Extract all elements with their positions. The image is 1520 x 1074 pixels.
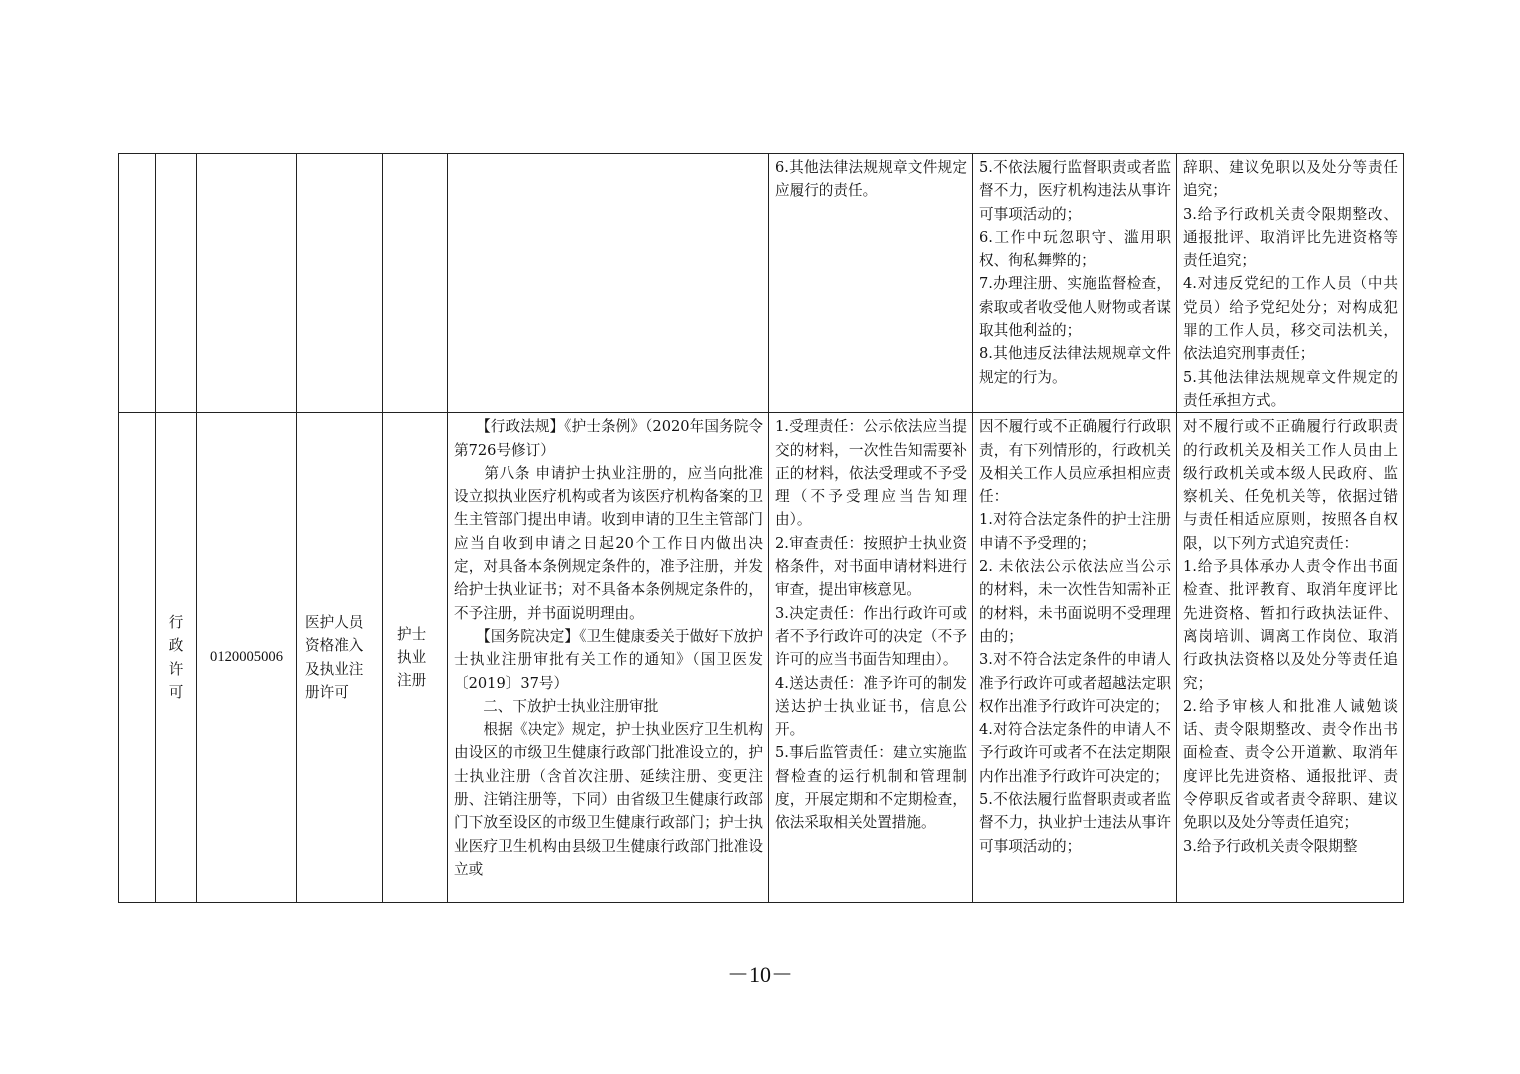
code-cell [197,413,297,903]
sub-item-cell [383,154,448,413]
duties-cell [769,413,973,903]
accountability-text: 5.不依法履行监督职责或者监督不力，医疗机构违法从事许可事项活动的； 6.工作中玩忽职守、滥用职权、徇私舞弊的； 7.办理注册、实施监督检查，索取或者收受他人财物或者谋取其他利益的； 8.其他违反法律法规规章文件规定的行为。 [979,159,1171,386]
penalty-text: 辞职、建议免职以及处分等责任追究； 3.给予行政机关责令限期整改、通报批评、取消评比先进资格等责任追究； 4.对违反党纪的工作人员（中共党员）给予党纪处分；对构成犯罪的工作人员，移交司法机关，依法追究刑事责任； 5.其他法律法规规章文件规定的责任承担方式。 [1183,159,1398,409]
item-name-cell [297,154,383,413]
catalog-code: 0120005006 [210,649,283,666]
basis-text: 【行政法规】《护士条例》（2020年国务院令第726号修订） 第八条 申请护士执业注册的，应当向批准设立拟执业医疗机构或者为该医疗机构备案的卫生主管部门提出申请。收到申请的卫生主管部门应当自收到申请之日起20个工作日内做出决定，对具备本条例规定条件的，准予注册，并发给护士执业证书；对不具备本条例规定条件的，不予注册，并书面说明理由。 【国务院决定】《卫生健康委关于做好下放护士执业注册审批有关工作的通知》（国卫医发〔2019〕37号） 二、下放护士执业注册审批 根据《决定》规定，护士执业医疗卫生机构由设区的市级卫生健康行政部门批准设立的，护士执业注册（含首次注册、延续注册、变更注册、注销注册等，下同）由省级卫生健康行政部门下放至设区的市级卫生健康行政部门；护士执业医疗卫生机构由县级卫生健康行政部门批准设立或 [454,418,763,878]
penalty-cell [1177,413,1404,903]
table-row [119,154,1404,413]
index-cell [119,413,156,903]
duties-text: 1.受理责任：公示依法应当提交的材料，一次性告知需要补正的材料，依法受理或不予受理（不予受理应当告知理由）。 2.审查责任：按照护士执业资格条件，对书面申请材料进行审查，提出审核意见。 3.决定责任：作出行政许可或者不予行政许可的决定（不予许可的应当书面告知理由）。 4.送达责任：准予许可的制发送达护士执业证书，信息公开。 5.事后监管责任：建立实施监督检查的运行机制和管理制度，开展定期和不定期检查，依法采取相关处置措施。 [775,418,967,832]
code-cell [197,154,297,413]
responsibility-table [118,153,1404,903]
page-number: －10－ [726,962,793,987]
table-row [119,413,1404,903]
index-cell [119,154,156,413]
sub-item-cell [383,413,448,903]
penalty-text: 对不履行或不正确履行行政职责的行政机关及相关工作人员由上级行政机关或本级人民政府、监察机关、任免机关等，依据过错与责任相适应原则，按照各自权限，以下列方式追究责任： 1.给予具体承办人责令作出书面检查、批评教育、取消年度评比先进资格、暂扣行政执法证件、离岗培训、调离工作岗位、取消行政执法资格以及处分等责任追究； 2.给予审核人和批准人诫勉谈话、责令限期整改、责令作出书面检查、责令公开道歉、取消年度评比先进资格、通报批评、责令停职反省或者责令辞职、建议免职以及处分等责任追究； 3.给予行政机关责令限期整 [1183,418,1398,855]
category-cell [156,154,197,413]
duties-text: 6.其他法律法规规章文件规定应履行的责任。 [775,159,967,200]
item-name-text: 医护人员资格准入及执业注册许可 [305,614,364,702]
category-text: 行政许可 [168,614,184,702]
accountability-cell [973,154,1177,413]
penalty-cell [1177,154,1404,413]
duties-cell [769,154,973,413]
sub-item-text: 护士执业注册 [397,625,427,690]
basis-cell [448,154,769,413]
accountability-text: 因不履行或不正确履行行政职责，有下列情形的，行政机关及相关工作人员应承担相应责任： 1.对符合法定条件的护士注册申请不予受理的； 2. 未依法公示依法应当公示的材料，未一次性告知需补正的材料，未书面说明不受理理由的； 3.对不符合法定条件的申请人准予行政许可或者超越法定职权作出准予行政许可决定的； 4.对符合法定条件的申请人不予行政许可或者不在法定期限内作出准予行政许可决定的； 5.不依法履行监督职责或者监督不力，执业护士违法从事许可事项活动的； [979,418,1171,855]
item-name-cell [297,413,383,903]
category-cell [156,413,197,903]
accountability-cell [973,413,1177,903]
basis-cell [448,413,769,903]
